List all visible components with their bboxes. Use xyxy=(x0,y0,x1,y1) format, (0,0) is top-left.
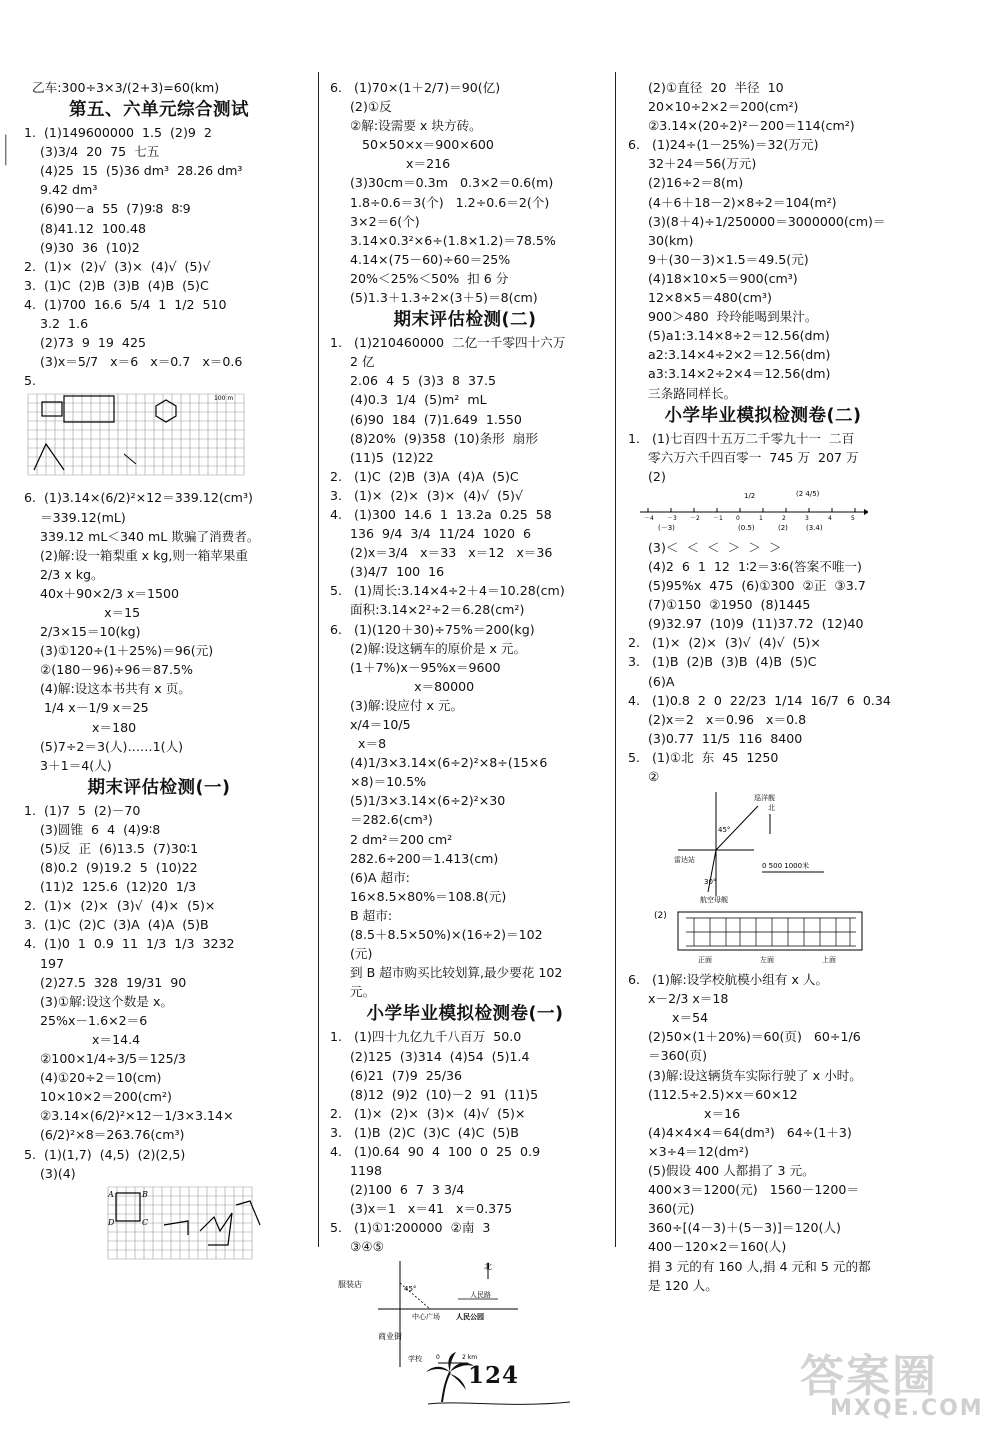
answer-line: (6)90 184 (7)1.649 1.550 xyxy=(330,411,522,427)
answer-line: a3:3.14×2÷2×4＝12.56(dm) xyxy=(628,366,831,382)
grid-shape-rectangle-large xyxy=(64,396,114,422)
map-label-school: 学校 xyxy=(408,1354,422,1363)
answer-line: (11)5 (12)22 xyxy=(330,449,434,465)
answer-line: (6/2)²×8＝263.76(cm³) xyxy=(24,1127,185,1143)
answer-line: 元。 xyxy=(330,984,376,1000)
answer-line: (2)73 9 19 425 xyxy=(24,335,146,351)
answer-line: 30(km) xyxy=(628,232,694,248)
answer-line: (5)95%x 475 (6)①300 ②正 ③3.7 xyxy=(628,578,866,594)
views-item-label: (2) xyxy=(654,911,667,922)
answer-line: 2/3×15＝10(kg) xyxy=(24,624,141,640)
answer-line: 1. (1)210460000 二亿一千零四十六万 xyxy=(330,335,566,351)
answer-line: a2:3.14×4÷2×2＝12.56(dm) xyxy=(628,347,831,363)
answer-line: 到 B 超市购买比较划算,最少要花 102 xyxy=(330,965,563,981)
answer-line: 5. (1)①1∶200000 ②南 3 xyxy=(330,1220,491,1236)
answer-line: ×8)＝10.5% xyxy=(330,774,427,790)
grid2-square xyxy=(116,1193,140,1221)
answer-line: 16×8.5×80%＝108.8(元) xyxy=(330,888,507,904)
answer-line: (3)30cm＝0.3m 0.3×2＝0.6(m) xyxy=(330,175,554,191)
coordinate-grid-1 xyxy=(24,392,269,484)
map-label-shop: 服装店 xyxy=(338,1279,362,1289)
answer-line: 5. (1)①北 东 45 1250 xyxy=(628,749,779,765)
number-line-tick-label: 3 xyxy=(805,514,809,522)
answer-line: 20%＜25%＜50% 扣 6 分 xyxy=(330,270,509,286)
column-1-unit-answers xyxy=(24,123,324,390)
radar-label-scale: 0 500 1000米 xyxy=(762,862,810,871)
answer-line: (2) xyxy=(628,468,666,484)
answer-line: 2.06 4 5 (3)3 8 37.5 xyxy=(330,373,497,389)
answer-line: 4. (1)700 16.6 5/4 1 1/2 510 xyxy=(24,296,227,312)
answer-line: (2)x＝3/4 x＝33 x＝12 x＝36 xyxy=(330,545,553,561)
answer-line: ②(180－96)÷96＝87.5% xyxy=(24,662,193,678)
answer-line: (4)2 6 1 12 1∶2＝3∶6(答案不唯一) xyxy=(628,558,862,574)
answer-line: 25%x－1.6×2＝6 xyxy=(24,1012,148,1028)
answer-line: (8)0.2 (9)19.2 5 (10)22 xyxy=(24,860,198,876)
answer-line: 360÷[(4－3)＋(5－3)]＝120(人) xyxy=(628,1220,841,1236)
answer-line: (9)32.97 (10)9 (11)37.72 (12)40 xyxy=(628,616,864,632)
answer-line: 9＋(30－3)×1.5＝49.5(元) xyxy=(628,251,809,267)
answer-line: 1. (1)四十九亿九千八百万 50.0 xyxy=(330,1029,522,1045)
section-heading-final-1: 期末评估检测(一) xyxy=(87,777,231,798)
answer-line: 3.2 1.6 xyxy=(24,316,89,332)
answer-line: 3×2＝6(个) xyxy=(330,213,420,229)
map-label-angle: 45° xyxy=(404,1284,417,1293)
answer-line: 3. (1)× (2)× (3)× (4)√ (5)√ xyxy=(330,487,523,503)
answer-line: 197 xyxy=(24,955,65,971)
radar-label-ship: 巡洋舰 xyxy=(754,794,775,803)
answer-line: (3)(8＋4)÷1/250000＝3000000(cm)＝ xyxy=(628,213,886,229)
answer-line: (2)解:设这辆车的原价是 x 元。 xyxy=(330,640,527,656)
answer-line: ＝282.6(cm³) xyxy=(330,812,433,828)
section-heading-mock-2: 小学毕业模拟检测卷(二) xyxy=(664,405,862,426)
answer-line: 3.14×0.3²×6÷(1.8×1.2)＝78.5% xyxy=(330,232,556,248)
column-1-final-1-answers xyxy=(24,801,324,1183)
three-views-diagram xyxy=(628,908,868,966)
answer-line: 是 120 人。 xyxy=(628,1277,718,1293)
answer-line: 12×8×5＝480(cm³) xyxy=(628,290,772,306)
number-line-tick-label: 0 xyxy=(736,514,740,522)
answer-line: (3)圆锥 6 4 (4)9∶8 xyxy=(24,821,161,837)
answer-line: (2)①直径 20 半径 10 xyxy=(628,80,784,95)
column-3-mock-2-q6 xyxy=(628,970,928,1295)
answer-line: 3＋1＝4(人) xyxy=(24,757,112,773)
radar-label-angle-2: 30° xyxy=(704,878,717,887)
answer-line: 2. (1)× (2)× (3)× (4)√ (5)× xyxy=(330,1105,526,1121)
palm-leaf-4 xyxy=(450,1374,466,1390)
radar-label-north: 北 xyxy=(768,804,775,813)
page-number: 124 xyxy=(468,1362,520,1389)
number-line-tick-label: －3 xyxy=(667,514,677,522)
answer-line: 1198 xyxy=(330,1163,383,1179)
answer-line: x＝14.4 xyxy=(24,1031,141,1047)
number-line-label-half: 1/2 xyxy=(744,491,756,500)
palm-trunk xyxy=(442,1372,450,1402)
answer-line: (2)x＝2 x＝0.96 x＝0.8 xyxy=(628,711,807,727)
map-label-road: 人民路 xyxy=(470,1290,491,1299)
answer-line: (4)0.3 1/4 (5)m² mL xyxy=(330,392,487,408)
answer-line: x＝216 xyxy=(330,156,451,172)
answer-line: 1. (1)七百四十五万二千零九十一 二百 xyxy=(628,430,855,446)
answer-line: (5)1/3×3.14×(6÷2)²×30 xyxy=(330,793,506,809)
watermark xyxy=(800,1340,990,1430)
radar-figure xyxy=(674,788,928,904)
answer-line: 乙车:300÷3×3/(2+3)=60(km) xyxy=(24,80,220,95)
answer-line: 32＋24＝56(万元) xyxy=(628,156,757,172)
answer-line: ③④⑤ xyxy=(330,1239,384,1255)
answer-line: (6)A 超市: xyxy=(330,869,410,885)
answer-line: 三条路同样长。 xyxy=(628,385,737,401)
answer-line: 3. (1)C (2)B (3)B (4)B (5)C xyxy=(24,277,209,293)
binding-marks: ┃ ┃ ┃ xyxy=(3,136,9,166)
answer-line: ②3.14×(6/2)²×12－1/3×3.14× xyxy=(24,1108,234,1124)
answer-line: (8)41.12 100.48 xyxy=(24,220,146,236)
answer-line: 2 亿 xyxy=(330,354,375,370)
answer-line: (5)假设 400 人都捐了 3 元。 xyxy=(628,1163,815,1179)
answer-line: 50×50×x＝900×600 xyxy=(330,137,494,153)
answer-line: (2)解:设一箱梨重 x kg,则一箱苹果重 xyxy=(24,547,248,563)
answer-line: 3. (1)C (2)C (3)A (4)A (5)B xyxy=(24,917,209,933)
radar-diagram xyxy=(674,788,874,904)
answer-line: 3. (1)B (2)C (3)C (4)C (5)B xyxy=(330,1124,519,1140)
palm-leaf-1 xyxy=(426,1367,450,1372)
answer-line: ②100×1/4÷3/5＝125/3 xyxy=(24,1051,186,1067)
number-line xyxy=(628,488,868,534)
answer-line: ＝360(页) xyxy=(628,1048,708,1064)
answer-line: (3)＜ ＜ ＜ ＞ ＞ ＞ xyxy=(628,539,782,555)
answer-line: 零六万六千四百零一 745 万 207 万 xyxy=(628,449,859,465)
answer-line: x＝15 xyxy=(24,604,141,620)
answer-line: (8.5＋8.5×50%)×(16÷2)＝102 xyxy=(330,927,543,943)
answer-line: ＝339.12(mL) xyxy=(24,509,126,525)
answer-line: (3)x＝5/7 x＝6 x＝0.7 x＝0.6 xyxy=(24,354,243,370)
watermark-main: 答案圈 xyxy=(800,1351,938,1402)
column-3 xyxy=(628,78,928,1295)
views-figure xyxy=(628,908,928,966)
number-line-label-two: (2) xyxy=(778,523,788,532)
column-1 xyxy=(24,78,324,1265)
map-label-scale-zero: 0 xyxy=(436,1353,440,1361)
views-label-left: 左面 xyxy=(760,956,774,965)
answer-line: 2. (1)× (2)× (3)√ (4)× (5)× xyxy=(24,898,216,914)
answer-line: x/4＝10/5 xyxy=(330,717,411,732)
answer-line: (3)3/4 20 75 七五 xyxy=(24,144,160,160)
answer-line: (3)解:设应付 x 元。 xyxy=(330,697,464,713)
number-line-label-two-four-fifths: (2 4/5) xyxy=(796,489,820,498)
number-line-tick-label: 4 xyxy=(828,514,832,522)
answer-line: x＝16 xyxy=(628,1105,741,1121)
number-line-label-neg-three: (－3) xyxy=(658,523,675,532)
answer-line: (5)a1:3.14×8÷2＝12.56(dm) xyxy=(628,328,830,344)
answer-line: 20×10÷2×2＝200(cm²) xyxy=(628,99,799,115)
views-label-front: 正面 xyxy=(698,956,712,965)
answer-line: ② xyxy=(628,769,660,784)
answer-line: 2 dm²＝200 cm² xyxy=(330,831,453,847)
answer-line: 4.14×(75－60)÷60＝25% xyxy=(330,251,511,267)
answer-line: 400×3＝1200(元) 1560－1200＝ xyxy=(628,1182,859,1198)
grid2-label-b: B xyxy=(142,1189,148,1199)
answer-line: 2. (1)× (2)× (3)√ (4)√ (5)× xyxy=(628,635,821,651)
section-heading-final-2: 期末评估检测(二) xyxy=(393,310,537,331)
answer-line: 6. (1)24÷(1－25%)＝32(万元) xyxy=(628,137,819,153)
map-label-park: 人民公园 xyxy=(456,1312,484,1321)
answer-line: (4)4×4×4＝64(dm³) 64÷(1＋3) xyxy=(628,1124,852,1140)
answer-line: (11)2 125.6 (12)20 1/3 xyxy=(24,879,197,895)
column-1-intro-lines xyxy=(24,78,324,97)
map-label-north: 北 xyxy=(484,1261,492,1271)
answer-line: ②解:设需要 x 块方砖。 xyxy=(330,118,482,134)
wave-line xyxy=(428,1402,570,1404)
answer-line: ×3÷4＝12(dm²) xyxy=(628,1143,749,1159)
map-label-street: 商业街 xyxy=(378,1331,402,1341)
answer-line: (3)解:设这辆货车实际行驶了 x 小时。 xyxy=(628,1067,862,1083)
answer-line: (4)解:设这本书共有 x 页。 xyxy=(24,681,191,697)
answer-line: B 超市: xyxy=(330,907,393,923)
answer-line: (6)90－a 55 (7)9∶8 8∶9 xyxy=(24,201,191,217)
map-label-scale-two: 2 km xyxy=(462,1353,478,1361)
answer-line: x＝180 xyxy=(24,719,137,735)
section-heading-mock-1: 小学毕业模拟检测卷(一) xyxy=(366,1004,564,1025)
answer-line: (2)125 (3)314 (4)54 (5)1.4 xyxy=(330,1048,530,1064)
answer-line: (8)20% (9)358 (10)条形 扇形 xyxy=(330,430,538,446)
grid2-label-a: A xyxy=(108,1189,114,1199)
answer-line: 6. (1)70×(1＋2/7)＝90(亿) xyxy=(330,80,501,95)
answer-line: 4. (1)0.64 90 4 100 0 25 0.9 xyxy=(330,1143,541,1159)
column-2 xyxy=(330,78,630,1375)
answer-line: 4. (1)0.8 2 0 22/23 1/14 16/7 6 0.34 xyxy=(628,692,891,708)
answer-line: (6)A xyxy=(628,673,675,689)
answer-line: (2)①反 xyxy=(330,99,392,115)
answer-line: (4)①20÷2＝10(cm) xyxy=(24,1070,162,1086)
radar-label-angle-1: 45° xyxy=(718,826,731,835)
answer-line: 面积:3.14×2²÷2＝6.28(cm²) xyxy=(330,602,525,618)
watermark-domain: MXQE.COM xyxy=(830,1396,984,1421)
answer-line: 2. (1)× (2)√ (3)× (4)√ (5)√ xyxy=(24,258,211,274)
answer-line: 1. (1)149600000 1.5 (2)9 2 xyxy=(24,125,212,141)
answer-line: (4＋6＋18－2)×8÷2＝104(m²) xyxy=(628,194,837,210)
answer-line: (4)18×10×5＝900(cm³) xyxy=(628,270,798,286)
number-line-tick-label: －4 xyxy=(644,514,654,522)
grid-shape-arrow xyxy=(124,454,136,464)
answer-line: 136 9/4 3/4 11/24 1020 6 xyxy=(330,526,531,542)
answer-line: (3)①120÷(1＋25%)＝96(元) xyxy=(24,643,214,659)
column-2-mock-1-answers xyxy=(330,1027,630,1256)
answer-line: 4. (1)300 14.6 1 13.2a 0.25 58 xyxy=(330,506,552,522)
answer-line: 5. xyxy=(24,373,37,389)
section-heading-unit-5-6: 第五、六单元综合测试 xyxy=(69,100,249,121)
coordinate-grid-2 xyxy=(104,1185,304,1261)
number-line-tick-label: －2 xyxy=(690,514,700,522)
grid-figure-shapes xyxy=(24,392,324,484)
number-line-label-three-four: (3.4) xyxy=(806,523,823,532)
answer-line: (4)25 15 (5)36 dm³ 28.26 dm³ xyxy=(24,163,243,179)
map-label-square: 中心广场 xyxy=(412,1312,440,1321)
answer-line: 4. (1)0 1 0.9 11 1/3 1/3 3232 xyxy=(24,936,235,952)
grid-figure-final-1 xyxy=(24,1185,324,1261)
number-line-tick-label: －1 xyxy=(713,514,723,522)
views-label-top: 上面 xyxy=(822,956,836,965)
answer-line: (8)12 (9)2 (10)－2 91 (11)5 xyxy=(330,1086,539,1102)
grid-scale-label: 100 m xyxy=(214,395,234,403)
answer-line: (3)4/7 100 16 xyxy=(330,564,445,580)
radar-label-carrier: 航空母舰 xyxy=(700,896,728,905)
number-line-arrow xyxy=(864,509,868,515)
answer-line: 2. (1)C (2)B (3)A (4)A (5)C xyxy=(330,468,519,484)
answer-line: 6. (1)3.14×(6/2)²×12＝339.12(cm³) xyxy=(24,490,253,506)
answer-line: (4)1/3×3.14×(6÷2)²×8÷(15×6 xyxy=(330,755,548,771)
answer-line: (3)x＝1 x＝41 x＝0.375 xyxy=(330,1201,513,1217)
answer-line: (3)(4) xyxy=(24,1165,76,1181)
answer-line: 1/4 x－1/9 x＝25 xyxy=(24,700,149,716)
grid2-label-d: D xyxy=(108,1217,115,1227)
answer-line: 10×10×2＝200(cm²) xyxy=(24,1089,172,1105)
answer-line: (5)7÷2＝3(人)……1(人) xyxy=(24,738,184,754)
number-line-tick-label: 2 xyxy=(782,514,786,522)
answer-line: 6. (1)解:设学校航模小组有 x 人。 xyxy=(628,972,829,988)
answer-line: (1＋7%)x－95%x＝9600 xyxy=(330,659,501,675)
answer-line: (6)21 (7)9 25/36 xyxy=(330,1067,463,1083)
column-3-mock-2-q1 xyxy=(628,429,928,486)
answer-line: x＝8 xyxy=(330,736,387,752)
answer-line: (9)30 36 (10)2 xyxy=(24,239,140,255)
answer-line: 282.6÷200＝1.413(cm) xyxy=(330,850,499,866)
answer-line: 1. (1)7 5 (2)－70 xyxy=(24,802,141,818)
answer-line: (2)16÷2＝8(m) xyxy=(628,175,744,191)
answer-line: 3. (1)B (2)B (3)B (4)B (5)C xyxy=(628,654,817,670)
number-line-tick-label: 1 xyxy=(759,514,763,522)
answer-line: 900＞480 玲玲能喝到果汁。 xyxy=(628,309,818,325)
answer-line: 5. (1)周长:3.14×4÷2＋4＝10.28(cm) xyxy=(330,583,565,599)
answer-line: 5. (1)(1,7) (4,5) (2)(2,5) xyxy=(24,1146,186,1162)
grid-shape-rectangle-small xyxy=(42,402,62,416)
answer-line: (元) xyxy=(330,946,373,962)
answer-line: (7)①150 ②1950 (8)1445 xyxy=(628,597,811,613)
answer-line: 339.12 mL＜340 mL 欺骗了消费者。 xyxy=(24,528,260,544)
answer-line: 6. (1)(120＋30)÷75%＝200(kg) xyxy=(330,621,535,637)
grid2-label-c: C xyxy=(142,1217,149,1227)
answer-line: 2/3 x kg。 xyxy=(24,566,104,582)
column-2-q6-lines xyxy=(330,78,630,307)
answer-line: 1.8÷0.6＝3(个) 1.2÷0.6＝2(个) xyxy=(330,194,550,210)
answer-line: (2)100 6 7 3 3/4 xyxy=(330,1182,465,1198)
column-2-final-2-answers xyxy=(330,333,630,1001)
number-line-tick-label: 5 xyxy=(851,514,855,522)
column-3-mock-2-answers xyxy=(628,538,928,786)
grid2-angle xyxy=(236,1201,260,1225)
column-3-continued-lines xyxy=(628,78,928,403)
answer-line: x＝80000 xyxy=(330,678,475,694)
number-line-figure xyxy=(628,488,928,534)
answer-line: 40x＋90×2/3 x＝1500 xyxy=(24,585,180,601)
answer-line: (5)反 正 (6)13.5 (7)30∶1 xyxy=(24,841,199,856)
answer-line: 9.42 dm³ xyxy=(24,182,98,198)
answer-line: (5)1.3＋1.3÷2×(3＋5)＝8(cm) xyxy=(330,290,538,306)
column-1-unit-q6 xyxy=(24,488,324,774)
answer-line: (2)27.5 328 19/31 90 xyxy=(24,974,187,990)
answer-line: (3)①解:设这个数是 x。 xyxy=(24,993,173,1009)
answer-line: 400－120×2＝160(人) xyxy=(628,1239,787,1255)
answer-line: 捐 3 元的有 160 人,捐 4 元和 5 元的都 xyxy=(628,1258,871,1274)
answer-line: 360(元) xyxy=(628,1201,695,1217)
answer-line: x＝54 xyxy=(628,1010,709,1026)
answer-line: ②3.14×(20÷2)²－200＝114(cm²) xyxy=(628,118,855,134)
answer-line: (2)50×(1＋20%)＝60(页) 60÷1/6 xyxy=(628,1029,861,1045)
answer-line: (3)0.77 11/5 116 8400 xyxy=(628,730,803,746)
answer-line: x－2/3 x＝18 xyxy=(628,991,729,1007)
answer-line: (112.5÷2.5)×x＝60×12 xyxy=(628,1086,798,1102)
radar-label-station: 雷达站 xyxy=(674,856,695,865)
number-line-label-point-five: (0.5) xyxy=(738,523,755,532)
